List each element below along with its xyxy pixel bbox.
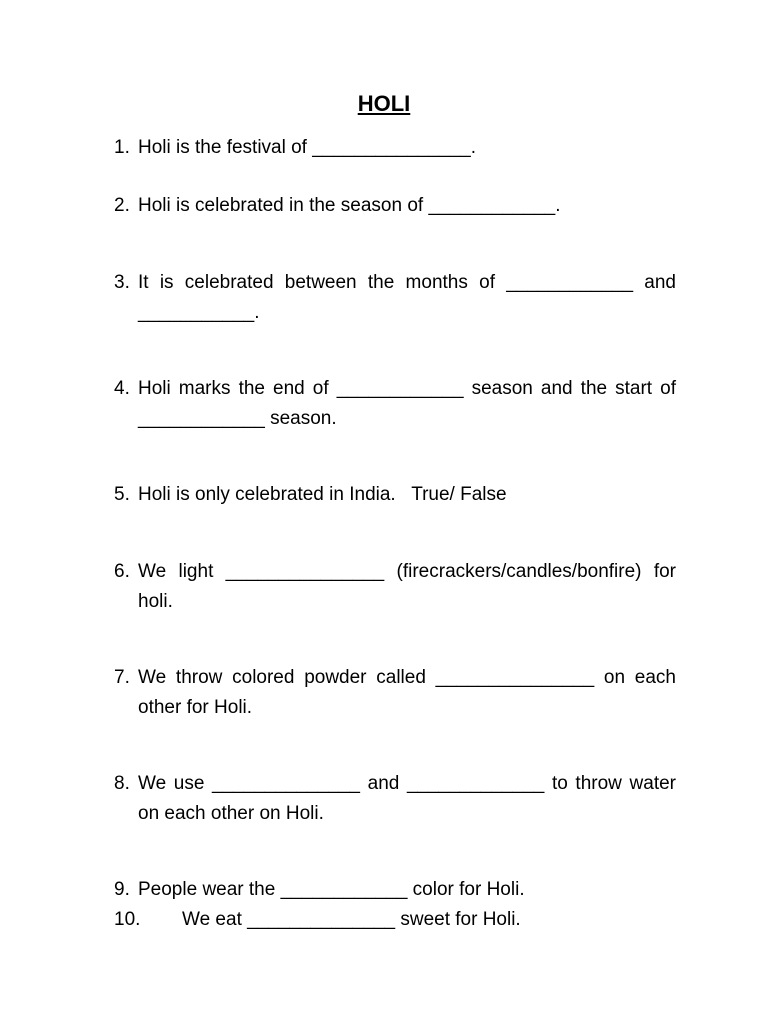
worksheet-title: HOLI (357, 91, 411, 116)
question-text: Holi is only celebrated in India. True/ False (138, 484, 507, 505)
question-9 (114, 875, 676, 905)
question-text: We throw colored powder called _______________ on each other for Holi. (138, 667, 676, 718)
question-5 (114, 480, 676, 510)
question-text: People wear the ____________ color for Holi. (138, 879, 525, 900)
question-1 (114, 133, 676, 163)
question-number: 7. (114, 667, 130, 688)
question-text: We use ______________ and _____________ to throw water on each other on Holi. (138, 773, 676, 824)
question-text: Holi marks the end of ____________ season and the start of ____________ season. (138, 378, 676, 429)
question-number: 3. (114, 272, 130, 293)
question-number: 5. (114, 484, 130, 505)
question-number: 6. (114, 561, 130, 582)
question-number: 9. (114, 879, 130, 900)
question-4 (114, 374, 676, 433)
question-text: We light _______________ (firecrackers/candles/bonfire) for holi. (138, 561, 676, 612)
question-6 (114, 557, 676, 616)
question-number: 4. (114, 378, 130, 399)
question-3 (114, 268, 676, 327)
question-number: 10. (114, 909, 141, 930)
question-number: 1. (114, 137, 130, 158)
question-text: We eat ______________ sweet for Holi. (182, 909, 521, 930)
question-text: Holi is the festival of _______________. (138, 137, 477, 158)
question-8 (114, 769, 676, 828)
question-text: It is celebrated between the months of ____________ and ___________. (138, 272, 676, 323)
question-7 (114, 663, 676, 722)
question-2 (114, 191, 676, 221)
question-10 (114, 905, 676, 935)
question-text: Holi is celebrated in the season of ____________. (138, 195, 561, 216)
question-number: 2. (114, 195, 130, 216)
question-number: 8. (114, 773, 130, 794)
